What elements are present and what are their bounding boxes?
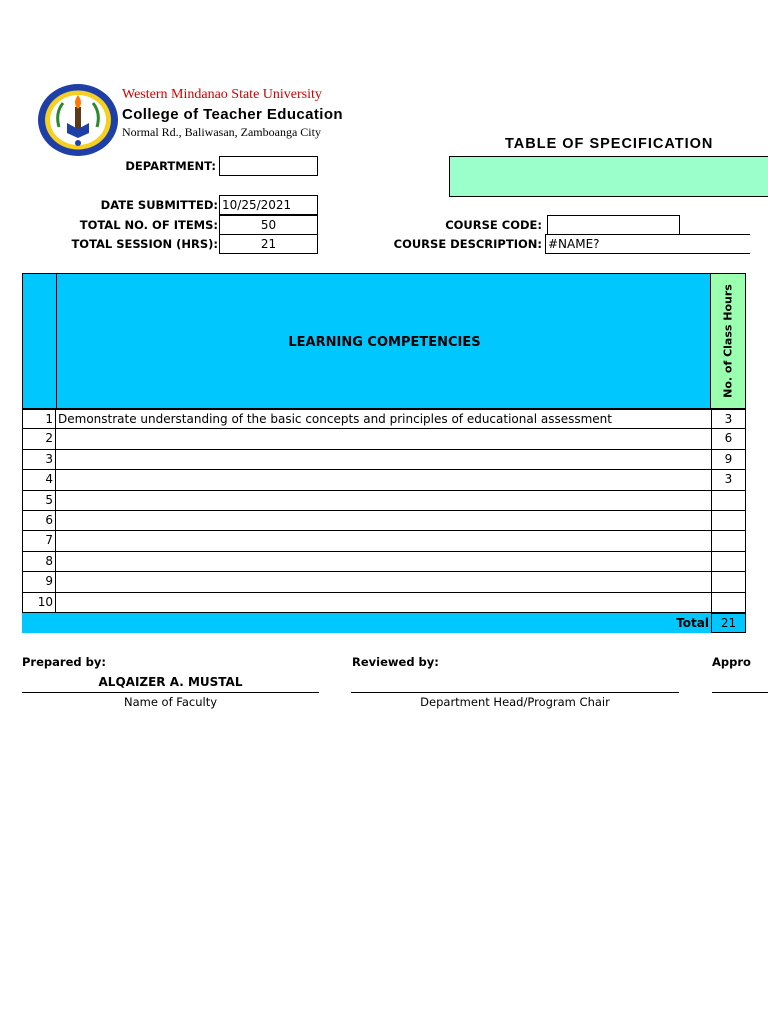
competency-cell[interactable] bbox=[56, 572, 711, 591]
total-session-label: TOTAL SESSION (HRS): bbox=[71, 237, 218, 251]
course-description-label: COURSE DESCRIPTION: bbox=[393, 237, 542, 251]
total-items-field[interactable]: 50 bbox=[219, 215, 318, 235]
row-number: 1 bbox=[22, 410, 56, 428]
total-label: Total bbox=[676, 616, 709, 630]
reviewed-by-role: Department Head/Program Chair bbox=[420, 695, 610, 709]
table-header bbox=[22, 273, 711, 409]
document-title: TABLE OF SPECIFICATION bbox=[505, 136, 714, 152]
course-code-field[interactable] bbox=[547, 215, 680, 235]
competency-cell[interactable] bbox=[56, 593, 711, 612]
row-number: 2 bbox=[22, 429, 56, 448]
table-row bbox=[22, 593, 746, 613]
reviewed-signature-line bbox=[351, 692, 679, 693]
total-hours-cell[interactable]: 21 bbox=[711, 613, 746, 633]
class-hours-cell[interactable] bbox=[711, 552, 746, 571]
class-hours-cell[interactable] bbox=[711, 593, 746, 612]
table-row bbox=[22, 450, 746, 470]
class-hours-cell[interactable] bbox=[711, 491, 746, 510]
title-field-box[interactable] bbox=[449, 156, 768, 197]
class-hours-cell[interactable]: 6 bbox=[711, 429, 746, 448]
table-row bbox=[22, 429, 746, 449]
prepared-signature-line bbox=[22, 692, 319, 693]
course-code-label: COURSE CODE: bbox=[445, 218, 542, 232]
row-number: 3 bbox=[22, 450, 56, 469]
class-hours-header-label: No. of Class Hours bbox=[721, 284, 735, 398]
competency-cell[interactable] bbox=[56, 531, 711, 550]
row-number: 5 bbox=[22, 491, 56, 510]
date-submitted-label: DATE SUBMITTED: bbox=[100, 198, 218, 212]
university-name: Western Mindanao State University bbox=[122, 87, 322, 102]
table-row bbox=[22, 572, 746, 592]
row-number: 9 bbox=[22, 572, 56, 591]
college-address: Normal Rd., Baliwasan, Zamboanga City bbox=[122, 125, 321, 139]
competency-cell[interactable] bbox=[56, 552, 711, 571]
approved-signature-line bbox=[712, 692, 768, 693]
class-hours-cell[interactable]: 3 bbox=[711, 470, 746, 489]
row-number: 4 bbox=[22, 470, 56, 489]
competency-cell[interactable]: Demonstrate understanding of the basic concepts and principles of educational assessment bbox=[58, 412, 612, 426]
table-row bbox=[22, 409, 746, 429]
table-row bbox=[22, 491, 746, 511]
table-row bbox=[22, 531, 746, 551]
header-index-cell bbox=[23, 274, 57, 410]
class-hours-cell[interactable] bbox=[711, 572, 746, 591]
table-row bbox=[22, 511, 746, 531]
total-items-label: TOTAL NO. OF ITEMS: bbox=[79, 218, 218, 232]
department-field[interactable] bbox=[219, 156, 318, 176]
class-hours-header bbox=[711, 273, 746, 409]
prepared-by-role: Name of Faculty bbox=[123, 695, 218, 709]
class-hours-cell[interactable]: 9 bbox=[711, 450, 746, 469]
competency-cell[interactable] bbox=[56, 450, 711, 469]
row-number: 10 bbox=[22, 593, 56, 612]
competency-cell[interactable] bbox=[56, 511, 711, 530]
reviewed-by-label: Reviewed by: bbox=[352, 655, 439, 669]
learning-competencies-header: LEARNING COMPETENCIES bbox=[288, 334, 481, 350]
row-number: 6 bbox=[22, 511, 56, 530]
approved-by-label: Appro bbox=[712, 655, 751, 669]
table-row bbox=[22, 470, 746, 490]
class-hours-cell[interactable]: 3 bbox=[711, 410, 746, 428]
college-logo bbox=[37, 83, 119, 157]
prepared-by-name: ALQAIZER A. MUSTAL bbox=[98, 675, 243, 689]
competency-cell[interactable] bbox=[56, 429, 711, 448]
date-submitted-field[interactable]: 10/25/2021 bbox=[219, 195, 318, 215]
competency-cell[interactable] bbox=[56, 470, 711, 489]
prepared-by-label: Prepared by: bbox=[22, 655, 106, 669]
total-session-field[interactable]: 21 bbox=[219, 234, 318, 254]
total-row bbox=[22, 613, 746, 633]
course-description-field[interactable]: #NAME? bbox=[545, 234, 750, 254]
table-row bbox=[22, 552, 746, 572]
row-number: 7 bbox=[22, 531, 56, 550]
college-name: College of Teacher Education bbox=[122, 106, 343, 123]
department-label: DEPARTMENT: bbox=[125, 159, 216, 173]
row-number: 8 bbox=[22, 552, 56, 571]
class-hours-cell[interactable] bbox=[711, 511, 746, 530]
competency-cell[interactable] bbox=[56, 491, 711, 510]
class-hours-cell[interactable] bbox=[711, 531, 746, 550]
